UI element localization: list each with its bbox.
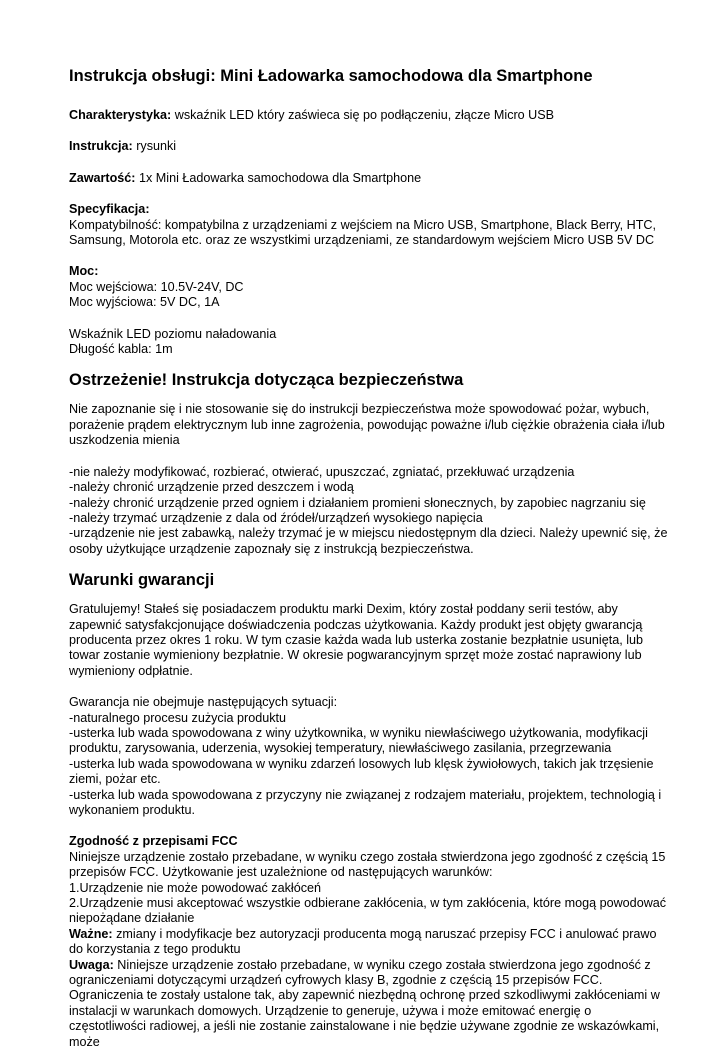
characteristics-value: wskaźnik LED który zaświeca się po podłączeniu, złącze Micro USB (171, 108, 555, 122)
document-page (69, 66, 669, 1050)
fcc-intro: Niniejsze urządzenie zostało przebadane, w wyniku czego została stwierdzona jego zgodność z częścią 15 przepisów FCC. Użytkowanie jest uzależnione od następujących warunków: (69, 849, 666, 880)
warning-intro: Nie zapoznanie się i nie stosowanie się do instrukcji bezpieczeństwa może spowodować pożar, wybuch, porażenie prądem elektrycznym lub inne zagrożenia, powodując poważne i/lub ciężkie obrażenia ciała i/lub uszkodzenia mienia (69, 402, 665, 448)
fcc-heading: Zgodność z przepisami FCC (69, 834, 238, 849)
list-item: -usterka lub wada spowodowana w wyniku zdarzeń losowych lub klęsk żywiołowych, takich jak trzęsienie ziemi, pożar etc. (69, 756, 654, 787)
list-item: -usterka lub wada spowodowana z przyczyny nie związanej z rodzajem materiału, projektem, technologią i wykonaniem produktu. (69, 787, 662, 817)
specification-label: Specyfikacja: (69, 202, 150, 217)
power-output: Moc wyjściowa: 5V DC, 1A (69, 295, 220, 310)
fcc-condition-2: 2.Urządzenie musi akceptować wszystkie odbierane zakłócenia, w tym zakłócenia, które mogą powodować niepożądane działanie (69, 896, 667, 926)
characteristics-label: Charakterystyka: (69, 108, 172, 122)
contents-label: Zawartość: (69, 170, 136, 185)
list-item: -urządzenie nie jest zabawką, należy trzymać je w miejscu niedostępnym dla dzieci. Należy upewnić się, że osoby użytkujące urządzenie zapoznały się z instrukcją bezpieczeństwa. (69, 526, 668, 556)
list-item: -usterka lub wada spowodowana z winy użytkownika, w wyniku niewłaściwego użytkowania, modyfikacji produktu, zarysowania, uderzenia, wysokiej temperatury, niewłaściwego zasilania, przegrzewania (69, 725, 648, 756)
fcc-note-label: Uwaga: (69, 957, 114, 972)
warranty-heading: Warunki gwarancji (69, 571, 215, 590)
document-title: Instrukcja obsługi: Mini Ładowarka samochodowa dla Smartphone (69, 67, 593, 85)
specification-section (69, 202, 669, 248)
contents-value: 1x Mini Ładowarka samochodowa dla Smartphone (135, 170, 422, 185)
led-indicator-text: Wskaźnik LED poziomu naładowania (69, 326, 277, 341)
fcc-important (69, 927, 669, 958)
list-item: -należy chronić urządzenie przed ogniem i działaniem promieni słonecznych, by zapobiec nagrzaniu się (69, 495, 646, 510)
fcc-note (69, 958, 669, 1050)
fcc-important-label: Ważne: (69, 926, 113, 941)
power-label: Moc: (69, 264, 99, 279)
warranty-exclusions-intro: Gwarancja nie obejmuje następujących sytuacji: (69, 695, 338, 710)
fcc-note-text: Niniejsze urządzenie zostało przebadane, w wyniku czego została stwierdzona jego zgodność z ograniczeniami dotyczącymi urządzeń cyfrowych klasy B, zgodnie z częścią 15 przepisów FCC. Ograniczenia te zostały ustalone tak, aby zapewnić niezbędną ochronę przed szkodliwymi zakłóceniami w instalacji w warunkach domowych. Urządzenie to generuje, używa i może emitować energię o częstotliwości radiowej, a jeśli nie zostanie zainstalowane i nie będzie używane zgodnie ze wskazówkami, może (69, 957, 660, 1049)
list-item: -należy chronić urządzenie przed deszczem i wodą (69, 480, 354, 495)
fcc-important-text: zmiany i modyfikacje bez autoryzacji producenta mogą naruszać przepisy FCC i anulować prawo do korzystania z tego produktu (69, 926, 657, 957)
fcc-section (69, 834, 669, 1050)
warning-list (69, 465, 669, 557)
warning-heading: Ostrzeżenie! Instrukcja dotycząca bezpieczeństwa (69, 371, 464, 390)
warranty-intro: Gratulujemy! Stałeś się posiadaczem produktu marki Dexim, który został poddany serii testów, aby zapewnić satysfakcjonujące doświadczenia podczas użytkowania. Każdy produkt jest objęty gwarancją producenta przez okres 1 roku. W tym czasie każda wada lub usterka zostanie bezpłatnie usunięta, lub towar zostanie wymieniony bezpłatnie. W okresie pogwarancyjnym sprzęt może zostać naprawiony lub wymieniony odpłatnie. (69, 602, 644, 678)
power-input: Moc wejściowa: 10.5V-24V, DC (69, 279, 244, 294)
extra-section (69, 327, 669, 358)
instruction-paragraph (69, 139, 669, 154)
list-item: -naturalnego procesu zużycia produktu (69, 710, 287, 725)
contents-paragraph (69, 171, 669, 186)
specification-text: Kompatybilność: kompatybilna z urządzeniami z wejściem na Micro USB, Smartphone, Black Berry, HTC, Samsung, Motorola etc. oraz ze wszystkimi urządzeniami, ze standardowym wejściem Micro USB 5V DC (69, 217, 656, 248)
fcc-condition-1: 1.Urządzenie nie może powodować zakłóceń (69, 880, 322, 895)
list-item: -nie należy modyfikować, rozbierać, otwierać, upuszczać, zgniatać, przekłuwać urządzenia (69, 464, 575, 479)
list-item: -należy trzymać urządzenie z dala od źródeł/urządzeń wysokiego napięcia (69, 510, 483, 525)
instruction-label: Instrukcja: (69, 139, 133, 154)
characteristics-paragraph (69, 108, 669, 123)
cable-length-text: Długość kabla: 1m (69, 342, 173, 357)
power-section (69, 264, 669, 310)
warranty-exclusions (69, 695, 669, 818)
instruction-value: rysunki (132, 139, 177, 154)
